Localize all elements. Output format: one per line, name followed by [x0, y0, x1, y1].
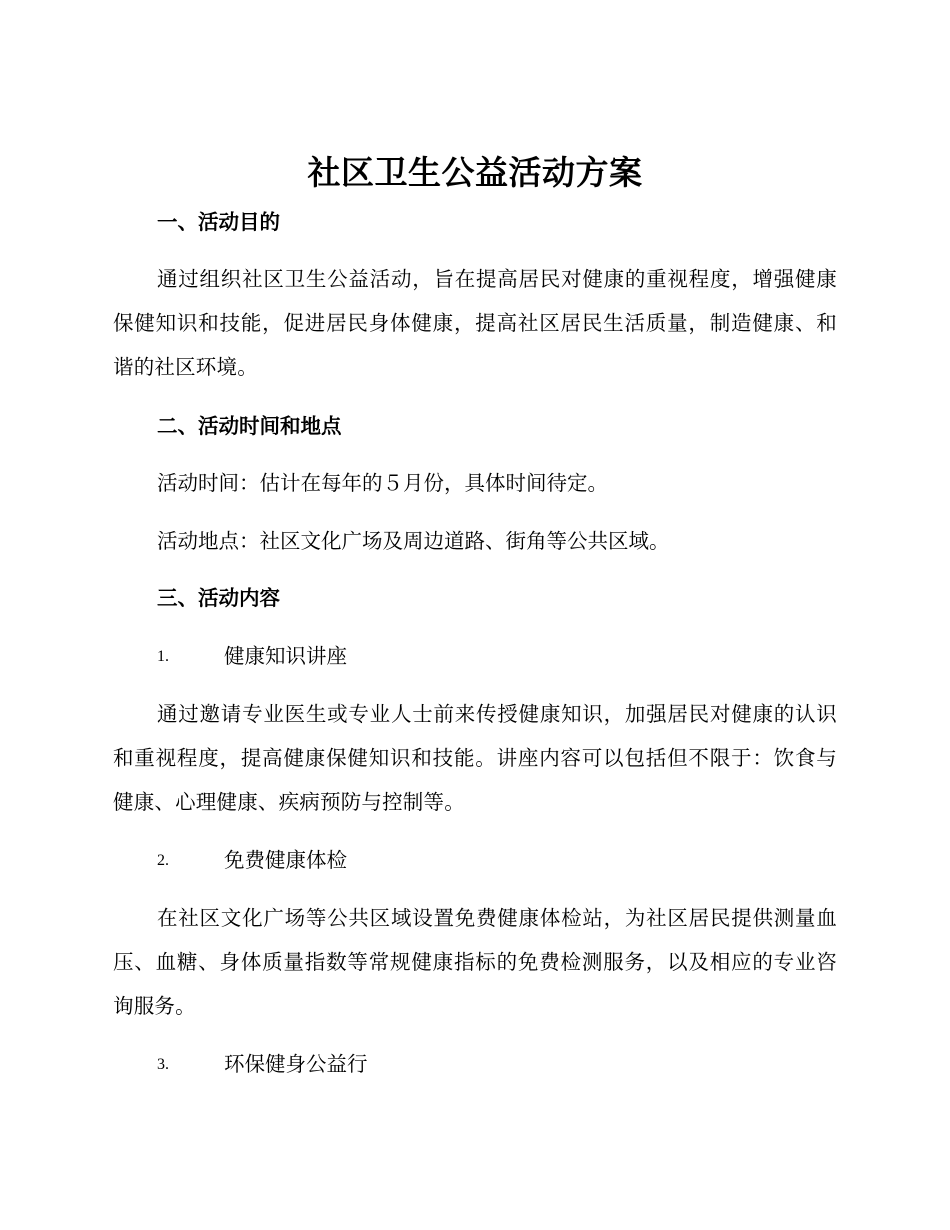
lecture-paragraph: 通过邀请专业医生或专业人士前来传授健康知识，加强居民对健康的认识和重视程度，提高健康保健知识和技能。讲座内容可以包括但不限于：饮食与健康、心理健康、疾病预防与控制等。	[113, 702, 837, 814]
list-item-number: 1.	[157, 648, 169, 665]
checkup-paragraph: 在社区文化广场等公共区域设置免费健康体检站，为社区居民提供测量血压、血糖、身体质量指数等常规健康指标的免费检测服务，以及相应的专业咨询服务。	[113, 906, 837, 1018]
list-item-number: 3.	[157, 1056, 169, 1073]
list-item-label-lecture: 健康知识讲座	[224, 644, 347, 668]
document-title: 社区卫生公益活动方案	[307, 153, 643, 192]
activity-place-line: 活动地点：社区文化广场及周边道路、街角等公共区域。	[157, 529, 670, 553]
section-heading-purpose: 一、活动目的	[157, 210, 280, 234]
activity-time-line: 活动时间：估计在每年的５月份，具体时间待定。	[157, 471, 608, 495]
section-heading-content: 三、活动内容	[157, 586, 280, 610]
purpose-paragraph: 通过组织社区卫生公益活动，旨在提高居民对健康的重视程度，增强健康保健知识和技能，促进居民身体健康，提高社区居民生活质量，制造健康、和谐的社区环境。	[113, 267, 837, 379]
list-item-label-checkup: 免费健康体检	[224, 848, 347, 872]
section-heading-time-place: 二、活动时间和地点	[157, 414, 342, 438]
list-item-number: 2.	[157, 852, 169, 869]
list-item-label-eco-fitness: 环保健身公益行	[224, 1052, 368, 1076]
